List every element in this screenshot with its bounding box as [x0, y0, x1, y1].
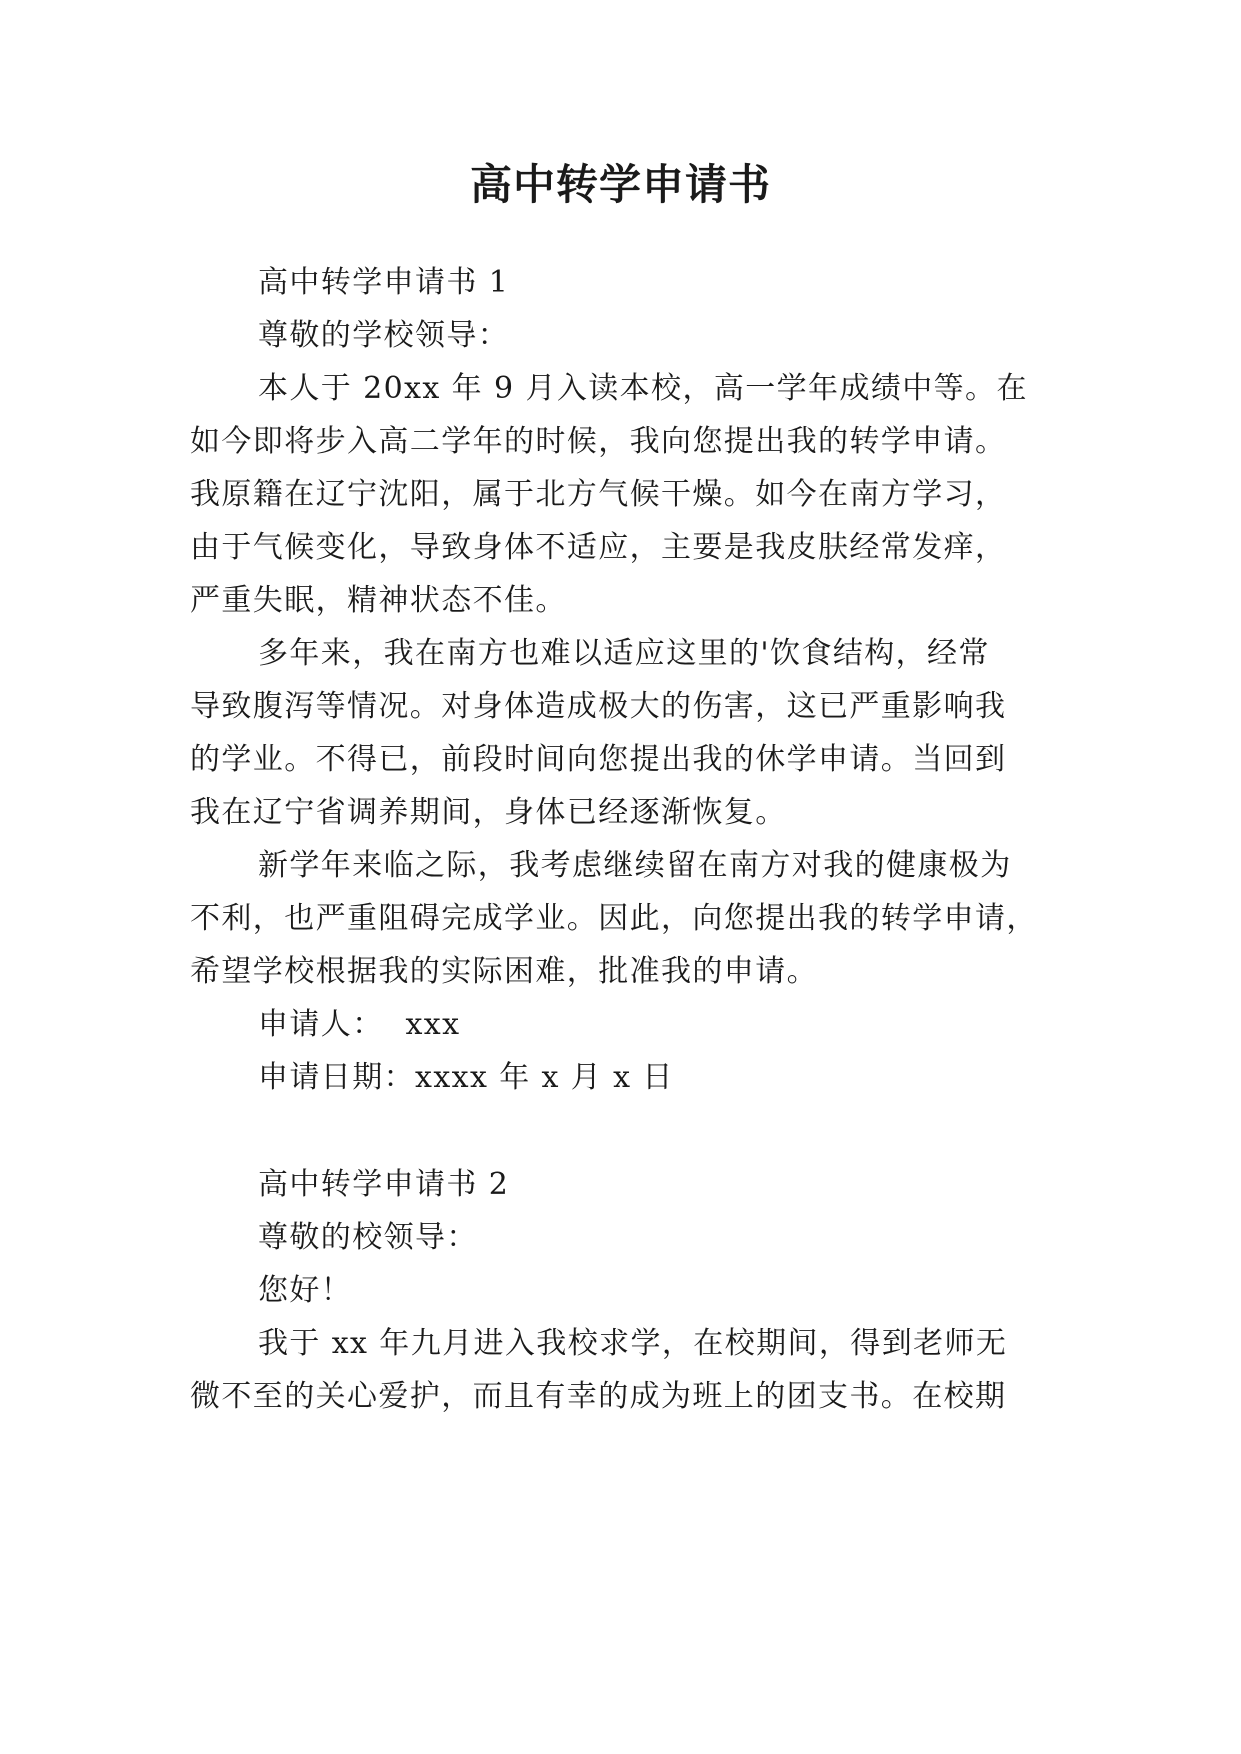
date-line: 申请日期：xxxx 年 x 月 x 日 — [258, 1060, 674, 1095]
paragraph-line: 的学业。不得已，前段时间向您提出我的休学申请。当回到 — [190, 742, 1007, 777]
paragraph-line: 导致腹泻等情况。对身体造成极大的伤害，这已严重影响我 — [190, 689, 1007, 724]
paragraph-line: 希望学校根据我的实际困难，批准我的申请。 — [190, 954, 818, 989]
applicant-line: 申请人： xxx — [258, 1007, 461, 1042]
section-heading-2: 高中转学申请书 2 — [258, 1167, 510, 1202]
paragraph-line: 如今即将步入高二学年的时候，我向您提出我的转学申请。 — [190, 424, 1007, 459]
paragraph-line: 我在辽宁省调养期间，身体已经逐渐恢复。 — [190, 795, 787, 830]
paragraph-line: 由于气候变化，导致身体不适应，主要是我皮肤经常发痒， — [190, 530, 1007, 565]
greeting: 您好！ — [258, 1273, 353, 1308]
paragraph-line: 不利，也严重阻碍完成学业。因此，向您提出我的转学申请， — [190, 901, 1038, 936]
salutation-1: 尊敬的学校领导： — [258, 318, 510, 353]
document-title: 高中转学申请书 — [469, 160, 771, 209]
paragraph-line: 新学年来临之际，我考虑继续留在南方对我的健康极为 — [258, 848, 1012, 883]
salutation-2: 尊敬的校领导： — [258, 1220, 478, 1255]
section-heading-1: 高中转学申请书 1 — [258, 265, 510, 300]
paragraph-line: 我于 xx 年九月进入我校求学，在校期间，得到老师无 — [258, 1326, 1008, 1361]
paragraph-line: 多年来，我在南方也难以适应这里的'饮食结构，经常 — [258, 636, 990, 671]
paragraph-line: 本人于 20xx 年 9 月入读本校，高一学年成绩中等。在 — [258, 371, 1028, 406]
paragraph-line: 严重失眠，精神状态不佳。 — [190, 583, 567, 618]
paragraph-line: 我原籍在辽宁沈阳，属于北方气候干燥。如今在南方学习， — [190, 477, 1007, 512]
paragraph-line: 微不至的关心爱护，而且有幸的成为班上的团支书。在校期 — [190, 1379, 1007, 1414]
